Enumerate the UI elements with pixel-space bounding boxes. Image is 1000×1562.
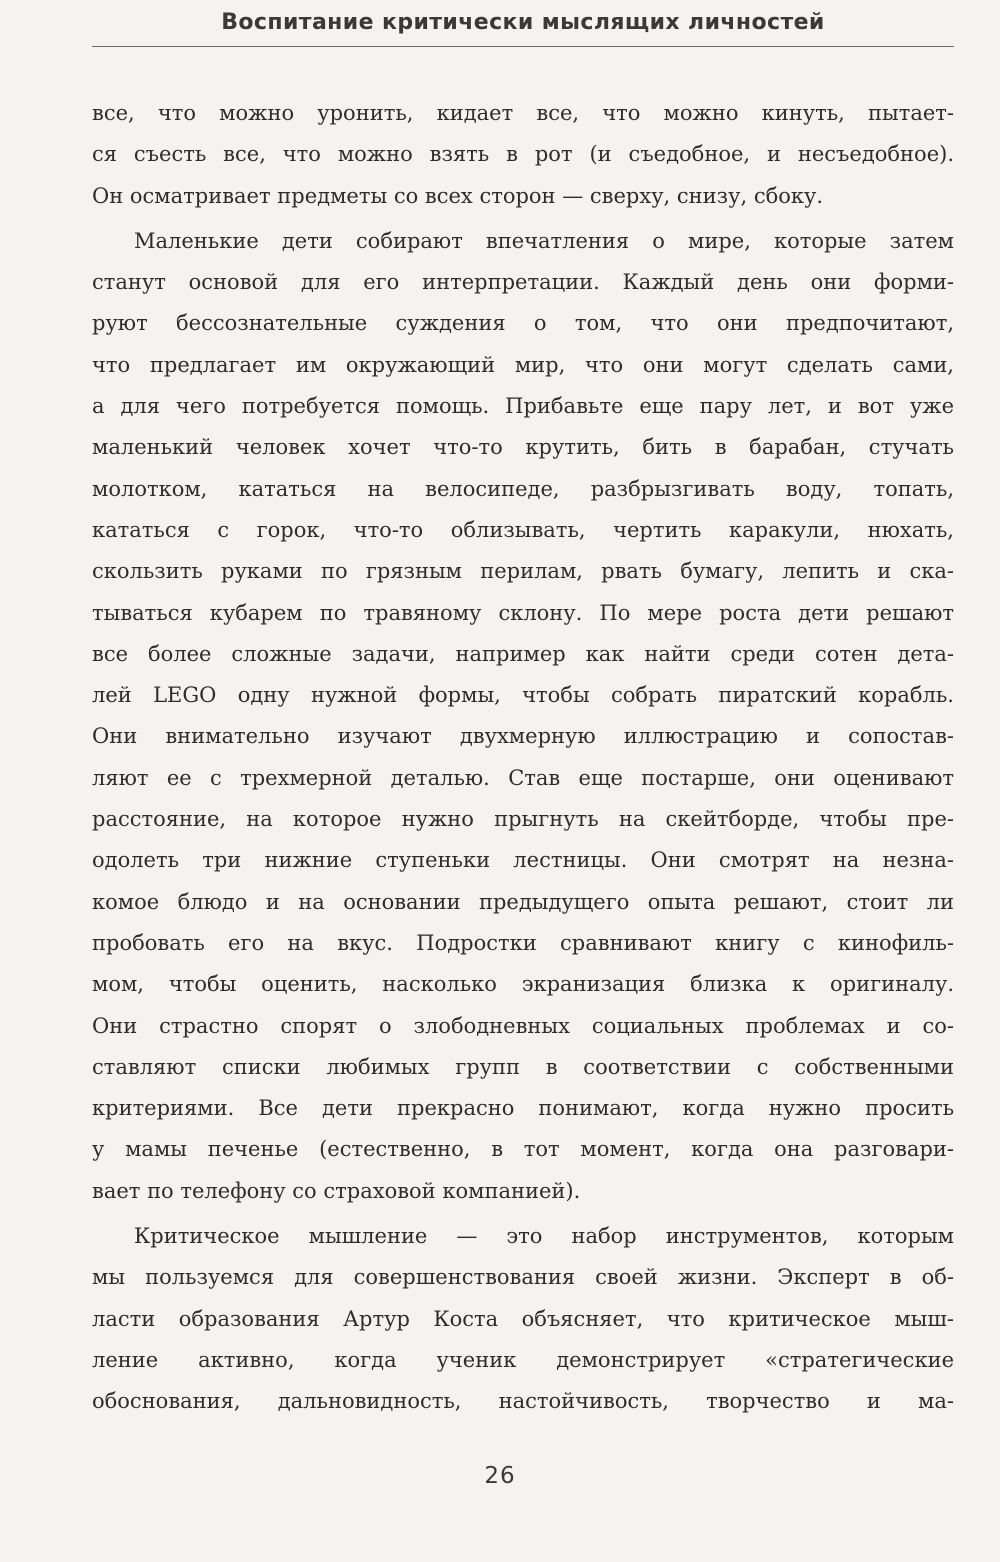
text-line: все более сложные задачи, например как найти среди сотен дета- — [92, 641, 954, 666]
text-line: пробовать его на вкус. Подростки сравнивают книгу с кинофиль- — [92, 930, 954, 955]
text-line: станут основой для его интерпретации. Каждый день они форми- — [92, 270, 954, 295]
text-line: Они страстно спорят о злободневных социальных проблемах и со- — [92, 1013, 954, 1038]
text-line: кататься с горок, что-то облизывать, чертить каракули, нюхать, — [92, 517, 954, 542]
text-line: маленький человек хочет что-то крутить, бить в барабан, стучать — [92, 435, 954, 460]
paragraph — [92, 1216, 954, 1422]
text-line: вает по телефону со страховой компанией). — [92, 1178, 581, 1203]
body-text — [92, 93, 954, 1423]
text-line: у мамы печенье (естественно, в тот момент, когда она разговари- — [92, 1137, 954, 1162]
page-number: 26 — [484, 1463, 516, 1489]
text-line: ставляют списки любимых групп в соответствии с собственными — [92, 1054, 954, 1079]
text-line: ляют ее с трехмерной деталью. Став еще постарше, они оценивают — [92, 765, 954, 790]
text-line: обоснования, дальновидность, настойчивость, творчество и ма- — [92, 1389, 954, 1414]
text-line: лей LEGO одну нужной формы, чтобы собрать пиратский корабль. — [92, 683, 954, 708]
text-line: Они внимательно изучают двухмерную иллюстрацию и сопостав- — [92, 724, 954, 749]
text-line: а для чего потребуется помощь. Прибавьте еще пару лет, и вот уже — [92, 394, 954, 419]
text-line: Критическое мышление — это набор инструментов, которым — [134, 1224, 954, 1249]
text-line: ся съесть все, что можно взять в рот (и съедобное, и несъедобное). — [92, 142, 954, 167]
text-line: комое блюдо и на основании предыдущего опыта решают, стоит ли — [92, 889, 954, 914]
text-line: мом, чтобы оценить, насколько экранизация близка к оригиналу. — [92, 972, 954, 997]
text-line: скользить руками по грязным перилам, рвать бумагу, лепить и ска- — [92, 559, 954, 584]
paragraph — [92, 93, 954, 217]
running-header: Воспитание критически мыслящих личностей — [221, 10, 825, 35]
header-divider — [92, 46, 954, 47]
text-line: критериями. Все дети прекрасно понимают, когда нужно просить — [92, 1096, 954, 1121]
text-line: ласти образования Артур Коста объясняет, что критическое мыш- — [92, 1306, 954, 1331]
text-line: тываться кубарем по травяному склону. По мере роста дети решают — [92, 600, 954, 625]
text-line: одолеть три нижние ступеньки лестницы. Они смотрят на незна- — [92, 848, 954, 873]
text-line: все, что можно уронить, кидает все, что можно кинуть, пытает- — [92, 101, 954, 125]
text-line: руют бессознательные суждения о том, что они предпочитают, — [92, 311, 954, 336]
text-line: расстояние, на которое нужно прыгнуть на скейтборде, чтобы пре- — [92, 807, 954, 832]
paragraph — [92, 221, 954, 1212]
text-line: молотком, кататься на велосипеде, разбрызгивать воду, топать, — [92, 476, 954, 501]
text-line: что предлагает им окружающий мир, что они могут сделать сами, — [92, 352, 954, 377]
text-line: Он осматривает предметы со всех сторон — сверху, снизу, сбоку. — [92, 183, 824, 208]
text-line: Маленькие дети собирают впечатления о мире, которые затем — [134, 228, 954, 253]
text-line: ление активно, когда ученик демонстрирует «стратегические — [92, 1347, 954, 1372]
text-line: мы пользуемся для совершенствования своей жизни. Эксперт в об- — [92, 1265, 954, 1290]
